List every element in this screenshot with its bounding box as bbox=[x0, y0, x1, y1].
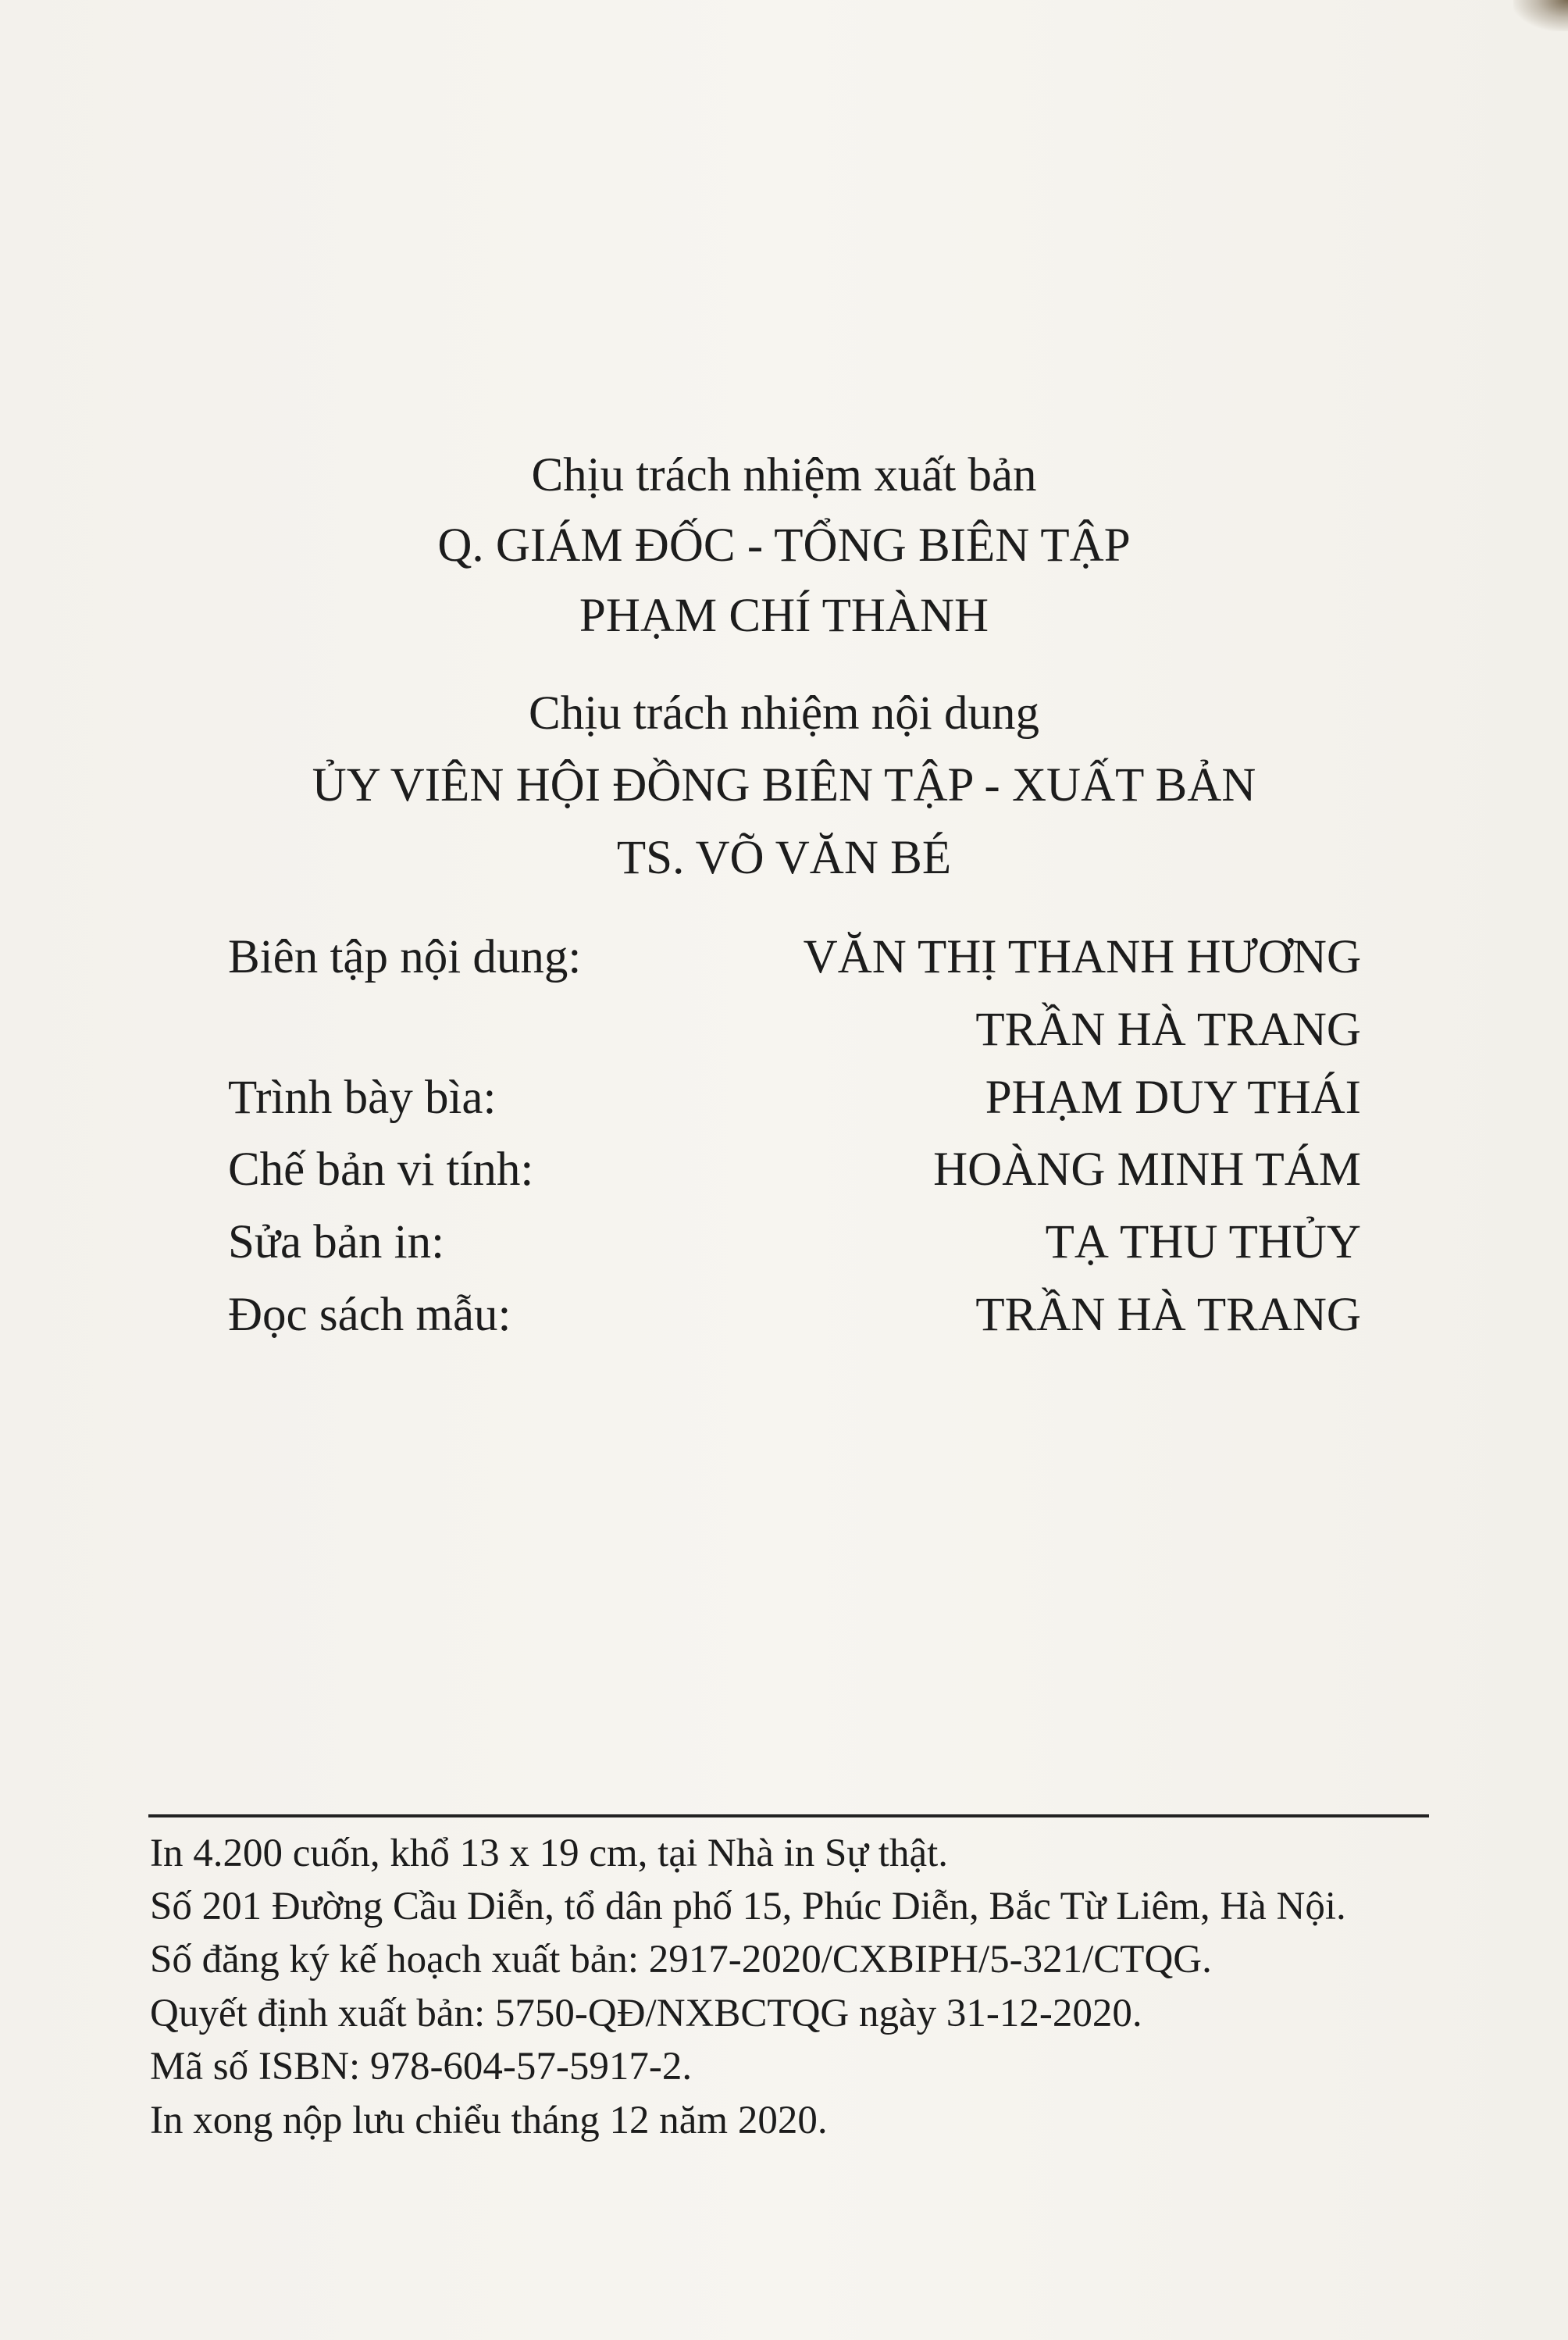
imprint-divider bbox=[148, 1814, 1429, 1817]
publishing-person: PHẠM CHÍ THÀNH bbox=[579, 590, 989, 642]
imprint-line-registration: Số đăng ký kế hoạch xuất bản: 2917-2020/CXBIPH/5-321/CTQG. bbox=[150, 1938, 1212, 1982]
imprint-line-address: Số 201 Đường Cầu Diễn, tổ dân phố 15, Phúc Diễn, Bắc Từ Liêm, Hà Nội. bbox=[150, 1885, 1346, 1928]
page-corner-shadow bbox=[1513, 0, 1568, 31]
imprint-line-decision: Quyết định xuất bản: 5750-QĐ/NXBCTQG ngày 31-12-2020. bbox=[150, 1992, 1142, 2035]
credit-name-content-editor-2: TRẦN HÀ TRANG bbox=[975, 1004, 1361, 1056]
credit-label-proofreading: Sửa bản in: bbox=[228, 1216, 445, 1268]
credit-name-cover-design: PHẠM DUY THÁI bbox=[985, 1072, 1361, 1124]
credit-name-typesetting: HOÀNG MINH TÁM bbox=[933, 1143, 1361, 1196]
credit-name-sample-reading: TRẦN HÀ TRANG bbox=[975, 1289, 1361, 1341]
imprint-line-deposit: In xong nộp lưu chiểu tháng 12 năm 2020. bbox=[150, 2099, 828, 2142]
credit-label-cover-design: Trình bày bìa: bbox=[228, 1072, 497, 1124]
credit-label-sample-reading: Đọc sách mẫu: bbox=[228, 1289, 511, 1341]
content-responsibility-label: Chịu trách nhiệm nội dung bbox=[529, 687, 1039, 740]
credit-label-content-editor: Biên tập nội dung: bbox=[228, 931, 582, 983]
credit-name-content-editor-1: VĂN THỊ THANH HƯƠNG bbox=[803, 931, 1361, 983]
publishing-role: Q. GIÁM ĐỐC - TỔNG BIÊN TẬP bbox=[437, 519, 1131, 572]
credit-label-typesetting: Chế bản vi tính: bbox=[228, 1143, 534, 1196]
imprint-line-print-run: In 4.200 cuốn, khổ 13 x 19 cm, tại Nhà in Sự thật. bbox=[150, 1832, 949, 1875]
publishing-responsibility-label: Chịu trách nhiệm xuất bản bbox=[531, 449, 1037, 501]
content-role: ỦY VIÊN HỘI ĐỒNG BIÊN TẬP - XUẤT BẢN bbox=[312, 759, 1256, 812]
credit-name-proofreading: TẠ THU THỦY bbox=[1045, 1216, 1361, 1268]
content-person: TS. VÕ VĂN BÉ bbox=[616, 832, 952, 884]
imprint-line-isbn: Mã số ISBN: 978-604-57-5917-2. bbox=[150, 2045, 693, 2089]
